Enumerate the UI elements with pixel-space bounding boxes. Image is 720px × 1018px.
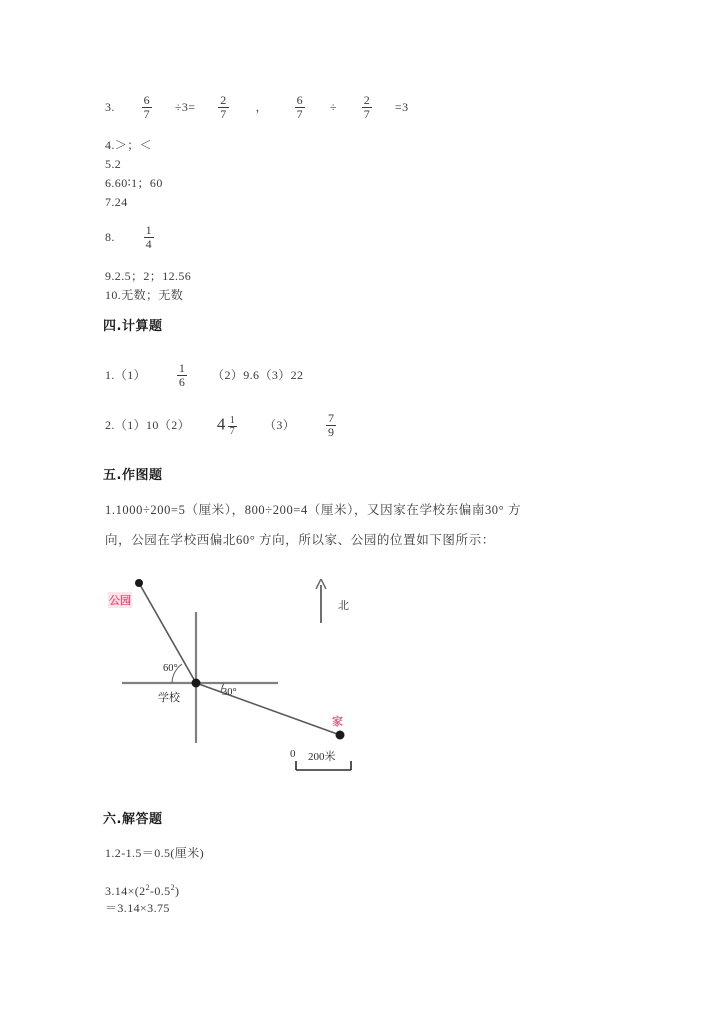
fraction-1-6: $\frac{1}{6}$ [178,361,186,389]
ray-to-home [196,683,340,735]
section-five-paragraph-line2: 向，公园在学校西偏北60° 方向，所以家、公园的位置如下图所示： [105,533,495,547]
calc-item-2-index: 2.（1）10（2） [105,418,191,432]
solve-item-expression [105,880,179,899]
section-heading-six: 六.解答题 [103,812,163,827]
answer-item-3-op2: ÷ [329,100,337,114]
answer-item-8 [105,224,156,250]
scale-value-label: 200米 [308,751,336,763]
solve-item-result: ＝3.14×3.75 [105,901,170,915]
north-label: 北 [338,599,349,612]
direction-map-figure [100,565,390,790]
calc-item-1 [105,362,303,388]
answer-item-6: 6.60∶1；60 [105,176,163,190]
section-heading-five: 五.作图题 [103,468,163,483]
calc-item-1-rest: （2）9.6（3）22 [212,368,304,382]
answer-item-9: 9.2.5；2；12.56 [105,269,192,283]
answer-item-5: 5.2 [105,157,122,171]
home-label: 家 [332,715,343,728]
answer-item-10: 10.无数；无数 [105,288,184,302]
calc-item-2 [105,412,338,438]
solve-expression-end: ) [175,884,180,898]
solve-expression-mid: -0.5 [149,884,171,898]
school-point-marker [192,679,201,688]
section-heading-four: 四.计算题 [103,319,163,334]
park-point-marker [135,579,143,587]
fraction-7-9: $\frac{7}{9}$ [327,411,335,439]
park-label: 公园 [109,594,131,607]
scale-zero-label: 0 [290,748,296,760]
fraction-6-7-a: $\frac{6}{7}$ [143,93,151,121]
school-label: 学校 [158,691,180,704]
answer-item-3-result: =3 [394,100,409,114]
solve-expression-exponent-1: 2 [145,883,150,892]
answer-item-3-op1: ÷3= [174,100,196,114]
answer-item-4: 4.＞；＜ [105,138,153,152]
fraction-1-4: $\frac{1}{4}$ [145,223,153,251]
angle-label-30: 30° [222,687,237,698]
answer-item-8-index: 8. [105,230,115,244]
answer-item-7: 7.24 [105,195,128,209]
section-five-paragraph-line1: 1.1000÷200=5（厘米），800÷200=4（厘米），又因家在学校东偏南30° 方 [105,503,522,517]
answer-item-3 [105,94,408,120]
solve-expression-exponent-2: 2 [170,883,175,892]
angle-label-60: 60° [163,663,178,674]
calc-item-2-middle: （3） [263,418,296,432]
fraction-6-7-b: $\frac{6}{7}$ [296,93,304,121]
answer-item-3-comma: ， [255,100,268,114]
fraction-2-7-a: $\frac{2}{7}$ [220,93,227,121]
calc-item-1-index: 1.（1） [105,368,147,382]
home-point-marker [336,731,345,740]
mixed-number-4-1-7: 4 $\frac{1}{7}$ [216,414,236,437]
answer-item-3-index: 3. [105,100,115,114]
solve-item-1: 1.2-1.5＝0.5(厘米) [105,846,204,860]
solve-expression-base: 3.14×(2 [105,884,146,898]
fraction-2-7-b: $\frac{2}{7}$ [363,93,371,121]
